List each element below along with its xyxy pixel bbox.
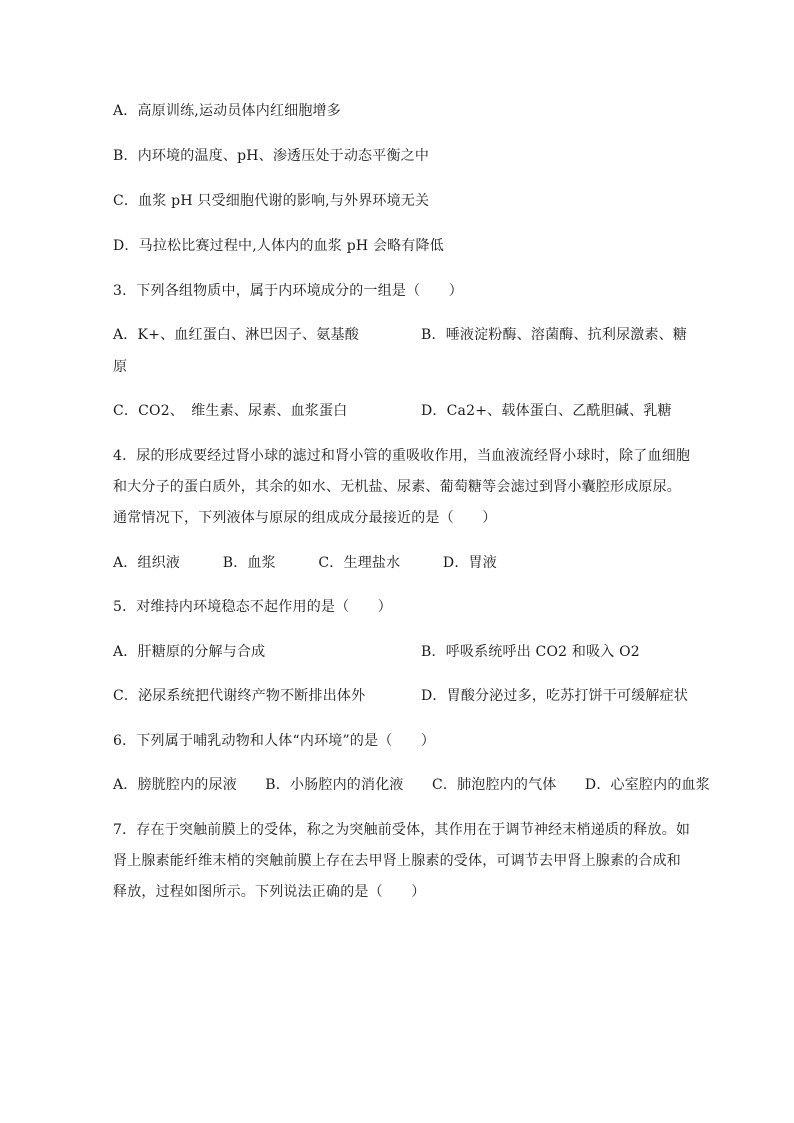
- q3-option-a: A．K+、血红蛋白、淋巴因子、氨基酸: [113, 327, 359, 343]
- q6-stem: 6．下列属于哺乳动物和人体“内环境”的是（ ）: [113, 733, 436, 749]
- q7-stem-line1: 7．存在于突触前膜上的受体，称之为突触前受体，其作用在于调节神经末梢递质的释放。如: [113, 822, 691, 838]
- q3-stem: 3．下列各组物质中，属于内环境成分的一组是（ ）: [113, 283, 463, 299]
- q2-option-d: D．马拉松比赛过程中,人体内的血浆 pH 会略有降低: [113, 238, 444, 254]
- q4-options: A．组织液 B．血浆 C．生理盐水 D．胃液: [113, 555, 497, 571]
- q3-option-c: C．CO2、 维生素、尿素、血浆蛋白: [113, 403, 348, 419]
- q2-option-c: C．血浆 pH 只受细胞代谢的影响,与外界环境无关: [113, 193, 430, 209]
- q2-option-a: A．高原训练,运动员体内红细胞增多: [113, 103, 341, 119]
- q7-stem-line3: 释放，过程如图所示。下列说法正确的是（ ）: [113, 884, 426, 900]
- q5-stem: 5．对维持内环境稳态不起作用的是（ ）: [113, 599, 392, 615]
- q4-stem-line2: 和大分子的蛋白质外，其余的如水、无机盐、尿素、葡萄糖等会滤过到肾小囊腔形成原尿。: [113, 479, 681, 495]
- q5-option-c: C．泌尿系统把代谢终产物不断排出体外: [113, 688, 366, 704]
- q3-option-b-wrap: 原: [113, 359, 128, 375]
- q5-option-d: D．胃酸分泌过多，吃苏打饼干可缓解症状: [421, 688, 689, 704]
- q5-option-b: B．呼吸系统呼出 CO2 和吸入 O2: [421, 644, 640, 660]
- q3-option-d: D．Ca2+、载体蛋白、乙酰胆碱、乳糖: [421, 403, 672, 419]
- q3-option-b: B．唾液淀粉酶、溶菌酶、抗利尿激素、糖: [421, 327, 688, 343]
- q2-option-b: B．内环境的温度、pH、渗透压处于动态平衡之中: [113, 148, 430, 164]
- q4-stem-line1: 4．尿的形成要经过肾小球的滤过和肾小管的重吸收作用，当血液流经肾小球时，除了血细胞: [113, 448, 691, 464]
- q7-stem-line2: 肾上腺素能纤维末梢的突触前膜上存在去甲肾上腺素的受体，可调节去甲肾上腺素的合成和: [113, 853, 681, 869]
- q5-option-a: A．肝糖原的分解与合成: [113, 644, 266, 660]
- q6-options: A．膀胱腔内的尿液 B．小肠腔内的消化液 C．肺泡腔内的气体 D．心室腔内的血浆: [113, 777, 710, 793]
- q4-stem-line3: 通常情况下，下列液体与原尿的组成成分最接近的是（ ）: [113, 510, 497, 526]
